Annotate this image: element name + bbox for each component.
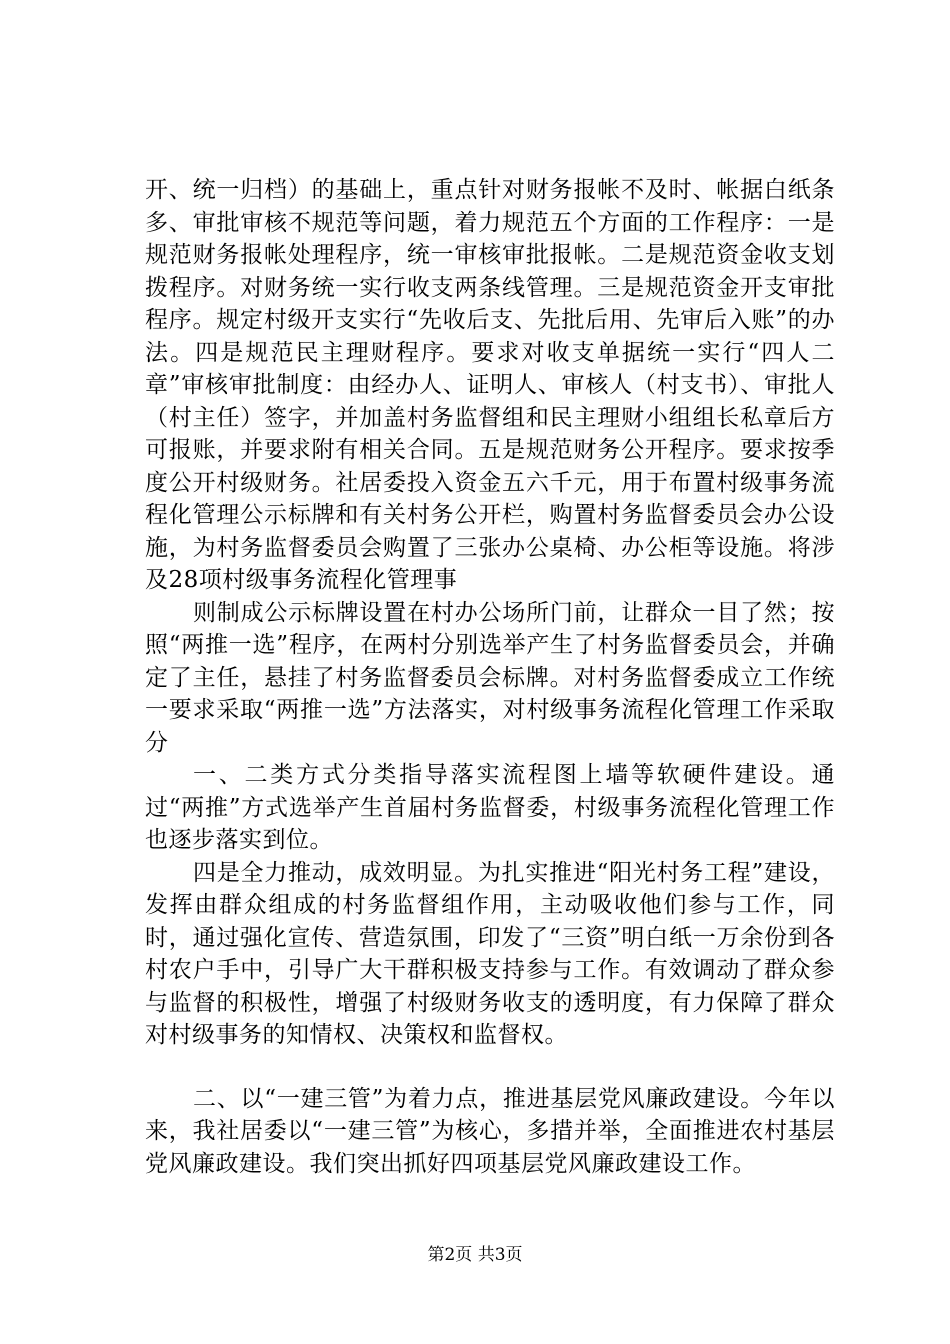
paragraph-1: 开、统一归档）的基础上，重点针对财务报帐不及时、帐据白纸条多、审批审核不规范等问题，着力规范五个方面的工作程序：一是规范财务报帐处理程序，统一审核审批报帐。二是规范资金收支划拨程序。对财务统一实行收支两条线管理。三是规范资金开支审批程序。规定村级开支实行“先收后支、先批后用、先审后入账”的办法。四是规范民主理财程序。要求对收支单据统一实行“四人二章”审核审批制度：由经办人、证明人、审核人（村支书）、审批人（村主任）签字，并加盖村务监督组和民主理财小组组长私章后方可报账，并要求附有相关合同。五是规范财务公开程序。要求按季度公开村级财务。社居委投入资金五六千元，用于布置村级事务流程化管理公示标牌和有关村务公开栏，购置村务监督委员会办公设施，为村务监督委员会购置了三张办公桌椅、办公柜等设施。将涉及28项村级事务流程化管理事: [145, 177, 835, 593]
paragraph-gap: [145, 1052, 835, 1083]
document-body: [145, 174, 835, 1180]
paragraph-4: 四是全力推动，成效明显。为扎实推进“阳光村务工程”建设，发挥由群众组成的村务监督组作用，主动吸收他们参与工作，同时，通过强化宣传、营造氛围，印发了“三资”明白纸一万余份到各村农户手中，引导广大干群积极支持参与工作。有效调动了群众参与监督的积极性，增强了村级财务收支的透明度，有力保障了群众对村级事务的知情权、决策权和监督权。: [145, 859, 835, 1048]
paragraph-2: 则制成公示标牌设置在村办公场所门前，让群众一目了然；按照“两推一选”程序，在两村分别选举产生了村务监督委员会，并确定了主任，悬挂了村务监督委员会标牌。对村务监督委成立工作统一要求采取“两推一选”方法落实，对村级事务流程化管理工作采取分: [145, 599, 835, 756]
page-footer: 第2页 共3页: [427, 1245, 523, 1265]
paragraph-5: 二、以“一建三管”为着力点，推进基层党风廉政建设。今年以来，我社居委以“一建三管”为核心，多措并举，全面推进农村基层党风廉政建设。我们突出抓好四项基层党风廉政建设工作。: [145, 1085, 835, 1177]
paragraph-3: 一、二类方式分类指导落实流程图上墙等软硬件建设。通过“两推”方式选举产生首届村务监督委，村级事务流程化管理工作也逐步落实到位。: [145, 762, 835, 853]
